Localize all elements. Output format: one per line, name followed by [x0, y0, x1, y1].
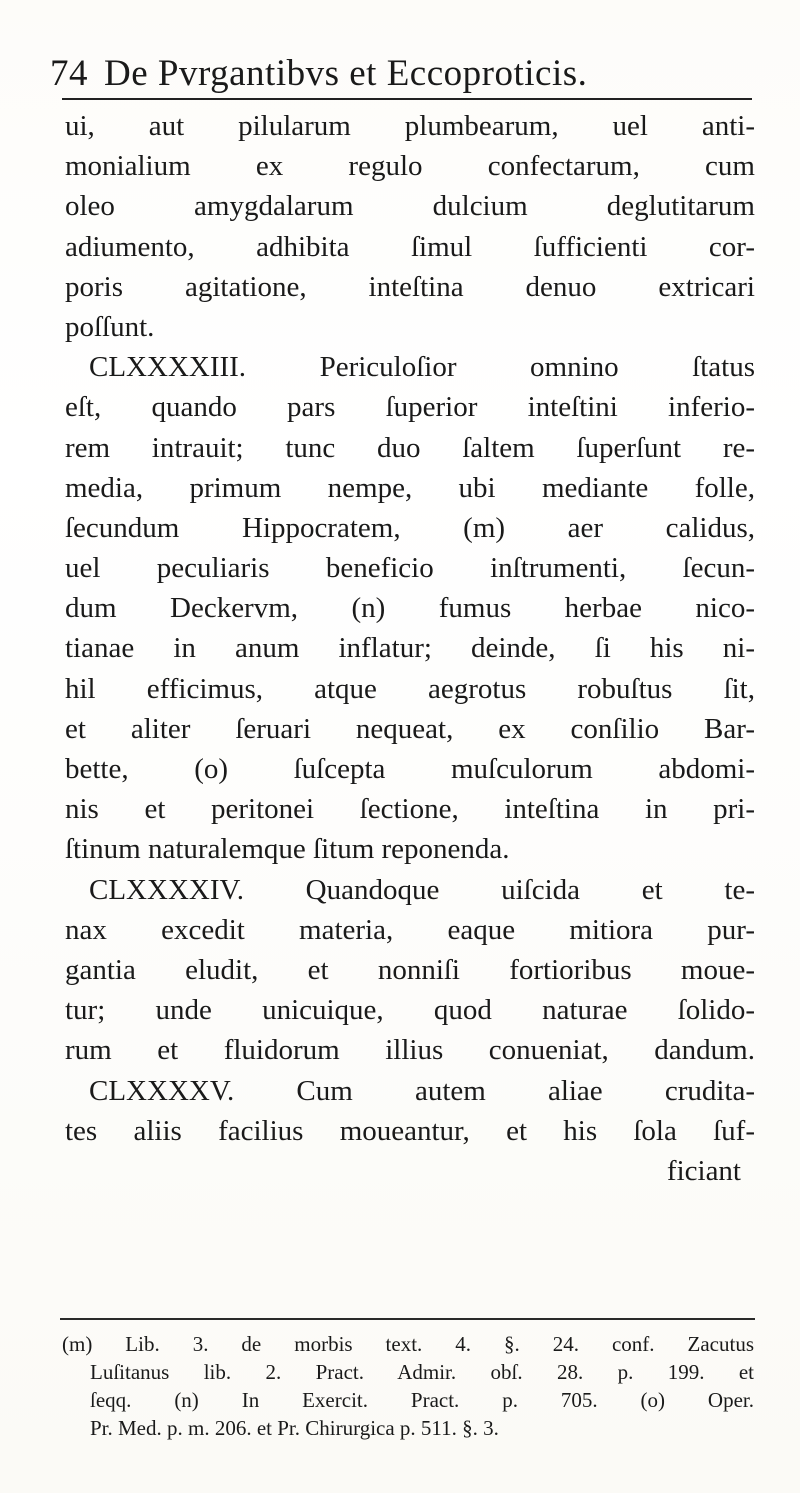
footnotes	[62, 1330, 754, 1442]
running-title: De Pvrgantibvs et Eccoproticis.	[104, 53, 588, 94]
text-line: media, primum nempe, ubi mediante folle,	[65, 471, 755, 504]
text-line: hil efficimus, atque aegrotus robuſtus ſit,	[65, 672, 755, 705]
text-line: tianae in anum inflatur; deinde, ſi his ni-	[65, 632, 755, 665]
section-heading-line: CLXXXXIV. Quandoque uiſcida et te-	[89, 873, 755, 906]
footnote-line: (m) Lib. 3. de morbis text. 4. §. 24. conf. Zacutus	[62, 1332, 754, 1356]
text-line: nis et peritonei ſectione, inteſtina in pri-	[65, 793, 755, 826]
text-line: eſt, quando pars ſuperior inteſtini inferio-	[65, 391, 755, 424]
footnote-line: Luſitanus lib. 2. Pract. Admir. obſ. 28. p. 199. et	[90, 1360, 754, 1384]
section-heading-line: CLXXXXIII. Periculoſior omnino ſtatus	[89, 351, 755, 384]
header-rule	[62, 98, 752, 100]
text-line: uel peculiaris beneficio inſtrumenti, ſecun-	[65, 552, 755, 585]
body-text	[65, 106, 755, 1191]
text-line: poris agitatione, inteſtina denuo extricari	[65, 270, 755, 303]
footnote-line: Pr. Med. p. m. 206. et Pr. Chirurgica p. 511. §. 3.	[90, 1416, 499, 1440]
running-head	[50, 44, 750, 104]
text-line: tur; unde unicuique, quod naturae ſolido-	[65, 994, 755, 1027]
text-line: oleo amygdalarum dulcium deglutitarum	[65, 190, 755, 223]
text-line: poſſunt.	[65, 310, 155, 343]
catchword-line: ficiant	[666, 1154, 741, 1187]
page-number: 74	[50, 53, 88, 94]
text-line: ſecundum Hippocratem, (m) aer calidus,	[65, 511, 755, 544]
text-line: bette, (o) ſuſcepta muſculorum abdomi-	[65, 753, 755, 785]
text-line: dum Deckervm, (n) fumus herbae nico-	[65, 592, 755, 625]
text-line: nax excedit materia, eaque mitiora pur-	[65, 913, 755, 946]
text-line: rum et fluidorum illius conueniat, dandum.	[65, 1034, 755, 1067]
text-line: monialium ex regulo confectarum, cum	[65, 150, 755, 183]
text-line: adiumento, adhibita ſimul ſufficienti cor-	[65, 230, 755, 263]
text-line: gantia eludit, et nonniſi fortioribus moue-	[65, 953, 755, 986]
footnote-rule	[60, 1318, 755, 1320]
text-line: ſtinum naturalemque ſitum reponenda.	[65, 833, 510, 866]
text-line: et aliter ſeruari nequeat, ex conſilio Bar-	[65, 712, 755, 745]
text-line: tes aliis facilius moueantur, et his ſola ſuf-	[65, 1114, 755, 1147]
section-heading-line: CLXXXXV. Cum autem aliae crudita-	[89, 1074, 755, 1107]
text-line: ui, aut pilularum plumbearum, uel anti-	[65, 110, 755, 142]
footnote-line: ſeqq. (n) In Exercit. Pract. p. 705. (o) Oper.	[90, 1388, 754, 1412]
text-line: rem intrauit; tunc duo ſaltem ſuperſunt re-	[65, 431, 755, 464]
